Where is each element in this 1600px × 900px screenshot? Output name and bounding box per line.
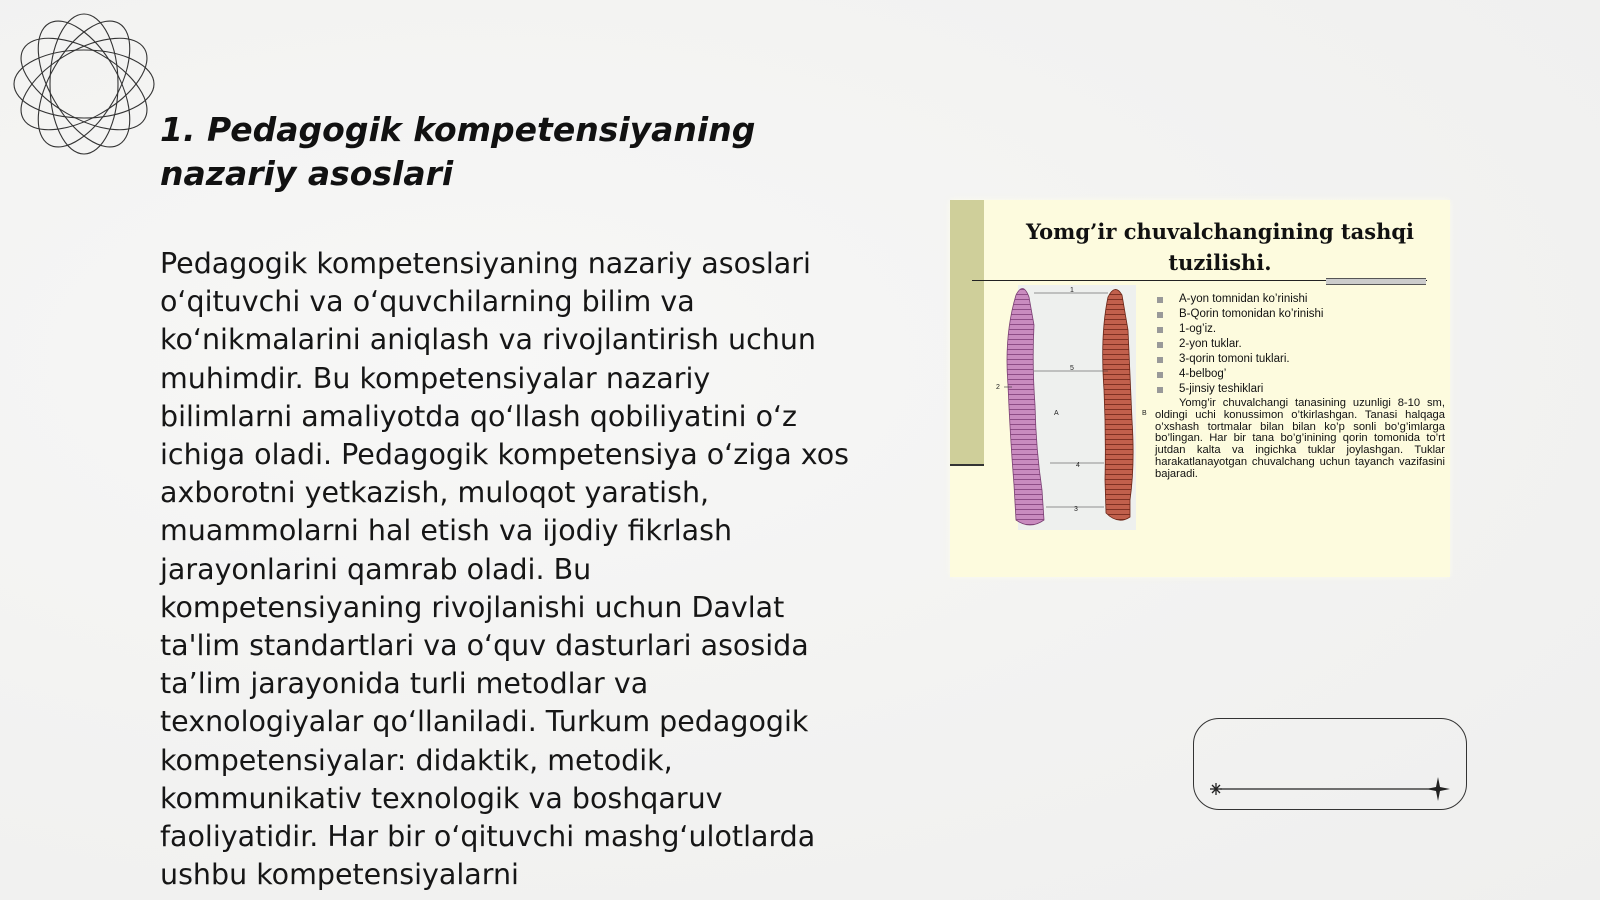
earthworm-figure — [990, 285, 1165, 535]
spirograph-ornament — [10, 10, 158, 158]
figure-label-2: 2 — [996, 384, 1000, 391]
slide-title: 1. Pedagogik kompetensiyaning nazariy asoslari — [160, 110, 756, 193]
legend-item: B-Qorin tomonidan ko’rinishi — [1155, 307, 1445, 322]
legend-item: A-yon tomnidan ko’rinishi — [1155, 292, 1445, 307]
image-divider-accent — [1326, 278, 1426, 285]
image-legend — [1155, 292, 1445, 481]
legend-item: 1-og’iz. — [1155, 322, 1445, 337]
image-side-line — [950, 464, 984, 466]
decorative-slider-box — [1193, 718, 1467, 810]
figure-label-4: 4 — [1076, 462, 1080, 469]
body-paragraph: Pedagogik kompetensiyaning nazariy asoslari oʻqituvchi va oʻquvchilarning bilim va koʻnikmalarini aniqlash va rivojlantirish uchun muhimdir. Bu kompetensiyalar nazariy bilimlarni amaliyotda qoʻllash qobiliyatini oʻz ichiga oladi. Pedagogik kompetensiya oʻziga xos axborotni yetkazish, muloqot yaratish, muammolarni hal etish va ijodiy fikrlash jarayonlarini qamrab oladi. Bu kompetensiyaning rivojlanishi uchun Davlat ta'lim standartlari va oʻquv dasturlari asosida ta’lim jarayonida turli metodlar va texnologiyalar qoʻllaniladi. Turkum pedagogik kompetensiyalar: didaktik, metodik, kommunikativ texnologik va boshqaruv faoliyatidir. Har bir oʻqituvchi mashgʻulotlarda ushbu kompetensiyalarni — [160, 247, 849, 892]
legend-item: 4-belbog’ — [1155, 367, 1445, 382]
legend-item: 5-jinsiy teshiklari — [1155, 382, 1445, 397]
figure-label-3: 3 — [1074, 506, 1078, 513]
sparkle-icon — [1210, 783, 1222, 795]
legend-item: 3-qorin tomoni tuklari. — [1155, 352, 1445, 367]
four-point-star-icon — [1426, 777, 1450, 801]
figure-label-5: 5 — [1070, 365, 1074, 372]
figure-label-a: A — [1054, 410, 1059, 417]
earthworm-slide-image — [950, 200, 1450, 577]
image-side-bar — [950, 200, 984, 465]
figure-label-1: 1 — [1070, 287, 1074, 294]
image-description: Yomg’ir chuvalchangi tanasining uzunligi 8-10 sm, oldingi uchi konussimon o’tkirlashgan. Tanasi halqaga o’xshash tortmalar bilan bilan ko’p sonli bo’g’imlarga bo’lingan. Har bir tana bo’g’inining qorin tomonida to’rt jutdan kalta va ingichka tuklar joylashgan. Tuklar harakatlanayotgan chuvalchang uchun tayanch vazifasini bajaradi. — [1155, 397, 1445, 480]
legend-item: 2-yon tuklar. — [1155, 337, 1445, 352]
figure-label-b: B — [1142, 410, 1147, 417]
image-title: Yomg’ir chuvalchangining tashqi tuzilishi. — [1025, 219, 1414, 275]
